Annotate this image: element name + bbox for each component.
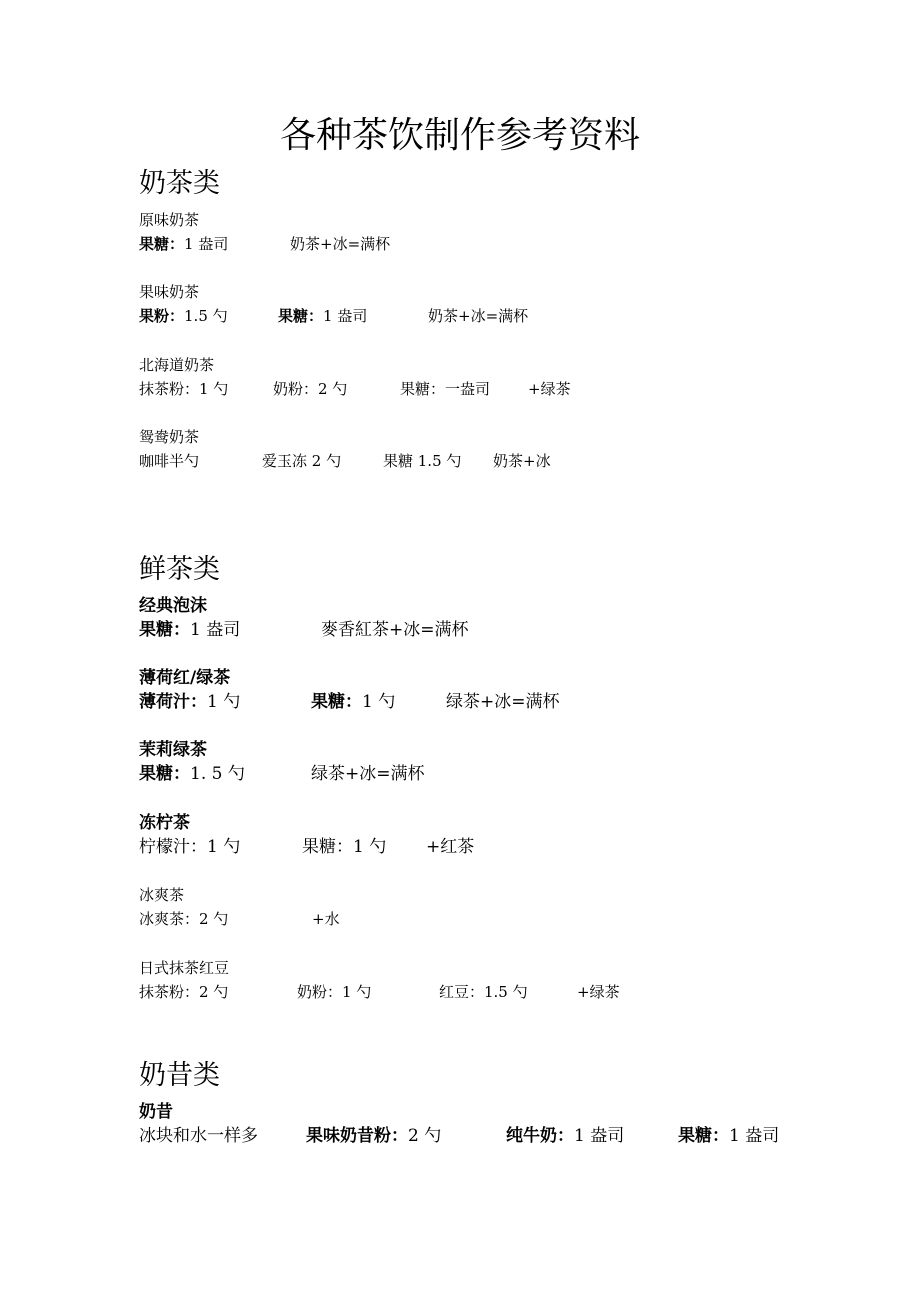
section-heading-fresh-tea: 鲜茶类 (139, 554, 220, 585)
ingredient-value: 1 盎司 (729, 1126, 780, 1146)
recipe-name: 经典泡沫 (139, 596, 207, 616)
recipe-ingredient: 奶粉：1 勺 (297, 983, 372, 1001)
ingredient-value: 1 盎司 (184, 235, 229, 253)
ingredient-label: 果糖： (678, 1126, 729, 1146)
recipe-ingredient: 绿茶+冰=满杯 (446, 692, 560, 712)
recipe-ingredient (139, 234, 228, 254)
page-title: 各种茶饮制作参考资料 (279, 115, 640, 156)
recipe-name: 果味奶茶 (139, 283, 200, 301)
recipe-ingredient: 奶茶+冰=满杯 (290, 235, 391, 253)
recipe-ingredient: +绿茶 (528, 380, 571, 398)
recipe-ingredient (311, 691, 395, 713)
ingredient-label: 果粉： (139, 307, 185, 325)
recipe-ingredient: 红豆：1.5 勺 (439, 983, 528, 1001)
ingredient-value: 1. 5 勺 (190, 764, 245, 784)
ingredient-value: 1 勺 (207, 692, 241, 712)
recipe-name: 冻柠茶 (139, 813, 190, 833)
recipe-ingredient: 抹茶粉：2 勺 (139, 983, 229, 1001)
ingredient-value: 1 盎司 (574, 1126, 625, 1146)
ingredient-label: 薄荷汁： (139, 692, 207, 712)
recipe-ingredient: 冰爽茶：2 勺 (139, 910, 229, 928)
ingredient-value: 1 盎司 (190, 620, 241, 640)
section-heading-milkshake: 奶昔类 (139, 1060, 220, 1091)
ingredient-value: 1.5 勺 (184, 307, 228, 325)
ingredient-label: 果糖： (139, 620, 190, 640)
ingredient-label: 果糖： (311, 692, 362, 712)
recipe-ingredient (278, 306, 367, 326)
ingredient-label: 果糖： (139, 764, 190, 784)
recipe-ingredient: +红茶 (426, 837, 475, 857)
recipe-ingredient: 奶茶+冰=满杯 (428, 307, 529, 325)
recipe-ingredient: 咖啡半勺 (139, 452, 200, 470)
ingredient-label: 果糖： (139, 235, 185, 253)
ingredient-label: 果糖： (278, 307, 324, 325)
recipe-ingredient: 奶茶+冰 (493, 452, 551, 470)
recipe-ingredient: 柠檬汁：1 勺 (139, 837, 241, 857)
recipe-ingredient (306, 1125, 441, 1147)
recipe-ingredient (139, 306, 228, 326)
recipe-ingredient: 奶粉：2 勺 (273, 380, 348, 398)
recipe-ingredient: 果糖：一盎司 (400, 380, 491, 398)
recipe-ingredient: 绿茶+冰=满杯 (311, 764, 425, 784)
recipe-name: 奶昔 (139, 1102, 173, 1122)
recipe-name: 薄荷红/绿茶 (139, 668, 231, 688)
recipe-ingredient (678, 1125, 779, 1147)
section-heading-milk-tea: 奶茶类 (139, 168, 220, 199)
recipe-name: 冰爽茶 (139, 886, 185, 904)
ingredient-value: 1 盎司 (323, 307, 368, 325)
ingredient-label: 果味奶昔粉： (306, 1126, 408, 1146)
recipe-ingredient (139, 691, 240, 713)
ingredient-value: 1 勺 (362, 692, 396, 712)
ingredient-label: 纯牛奶： (506, 1126, 574, 1146)
recipe-ingredient: 爱玉冻 2 勺 (262, 452, 342, 470)
recipe-ingredient: 冰块和水一样多 (139, 1126, 258, 1146)
recipe-ingredient (506, 1125, 624, 1147)
recipe-ingredient: 抹茶粉：1 勺 (139, 380, 229, 398)
recipe-ingredient: +绿茶 (577, 983, 620, 1001)
recipe-name: 日式抹茶红豆 (139, 959, 230, 977)
recipe-name: 北海道奶茶 (139, 356, 215, 374)
recipe-ingredient (139, 763, 245, 785)
recipe-name: 原味奶茶 (139, 211, 200, 229)
recipe-ingredient (139, 619, 240, 641)
recipe-ingredient: 麥香紅茶+冰=满杯 (321, 620, 469, 640)
recipe-ingredient: +水 (312, 910, 340, 928)
ingredient-value: 2 勺 (408, 1126, 442, 1146)
recipe-ingredient: 果糖：1 勺 (302, 837, 387, 857)
recipe-name: 鸳鸯奶茶 (139, 428, 200, 446)
recipe-ingredient: 果糖 1.5 勺 (383, 452, 462, 470)
recipe-name: 茉莉绿茶 (139, 740, 207, 760)
